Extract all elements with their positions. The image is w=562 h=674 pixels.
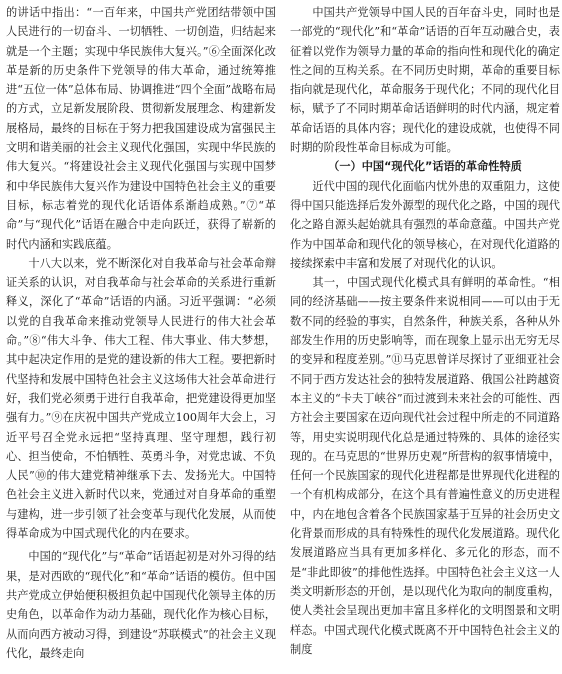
right-paragraph-1: 中国共产党领导中国人民的百年奋斗史，同时也是一部党的“现代化”和“革命”话语的百年互动融合史，表征着以党作为领导力量的革命的指向性和现代化的确定性之间的互构关系。在不同历史时期，革命的重要目标指向就是现代化，革命服务于现代化；不同的现代化目标，赋予了不同时期革命话语鲜明的时代内涵，规定着革命话语的具体内容；现代化的建设成就，也使得不同时期的阶段性革命目标成为可能。: [290, 6, 560, 155]
right-paragraph-3: 其一，中国式现代化模式具有鲜明的革命性。“相同的经济基础——按主要条件来说相同——可以由于无数不同的经验的事实，自然条件，种族关系，各种从外部发生作用的历史影响等，而在现象上显示出无穷无尽的变异和程度差别。”⑪马克思曾详尽探讨了亚细亚社会不同于西方发达社会的独特发展道路、俄国公社跨越资本主义的“卡夫丁峡谷”而过渡到未来社会的可能性、西方社会主要国家在迈向现代社会过程中所走的不同道路等，用史实说明现代化总是通过特殊的、具体的途径实现的。在马克思的“世界历史观”所营构的叙事情境中，任何一个民族国家的现代化进程都是世界现代化进程的一个有机构成部分，在这个具有普遍性意义的历史进程中，内在地包含着各个民族国家基于互异的社会历史文化背景而形成的具有特殊性的现代化发展道路。现代化发展道路应当具有更加多样化、多元化的形态，而不是“非此即彼”的排他性选择。中国特色社会主义这一人类文明新形态的开创，是以现代化为取向的制度重构，使人类社会呈现出更加丰富且多样化的文明图景和文明样态。中国式现代化模式既离不开中国特色社会主义的制度: [290, 276, 560, 656]
section-heading: （一）中国“现代化”话语的革命性特质: [328, 160, 522, 174]
left-paragraph-1: 的讲话中指出：“一百年来，中国共产党团结带领中国人民进行的一切奋斗、一切牺牲、一切创造，归结起来就是一个主题；实现中华民族伟大复兴。”⑥全面深化改革是新的历史条件下党领导的伟大革命，通过统筹推进“五位一体”总体布局、协调推进“四个全面”战略布局的方式，立足新发展阶段、贯彻新发展理念、构建新发展格局，最终的目标在于努力把我国建设成为富强民主文明和谐美丽的社会主义现代化强国，实现中华民族的伟大复兴。“将建设社会主义现代化强国与实现中国梦和中华民族伟大复兴作为建设中国特色社会主义的重要目标，标志着党的现代化话语体系渐趋成熟。”⑦“革命”与“现代化”话语在融合中走向跃迁，获得了崭新的时代内涵和实践底蕴。: [6, 6, 276, 251]
left-column: [6, 3, 276, 663]
left-paragraph-2: 十八大以来，党不断深化对自我革命与社会革命辩证关系的认识，对自我革命与社会革命的关系进行重新释义，深化了“革命”话语的内涵。习近平强调：“必须以党的自我革命来推动党领导人民进行的伟大社会革命。”⑧“伟大斗争、伟大工程、伟大事业、伟大梦想，其中起决定作用的是党的建设新的伟大工程。要把新时代坚持和发展中国特色社会主义这场伟大社会革命进行好，我们党必须勇于进行自我革命，把党建设得更加坚强有力。”⑨在庆祝中国共产党成立100周年大会上，习近平号召全党永远把“坚持真理、坚守理想，践行初心、担当使命，不怕牺牲、英勇斗争，对党忠诚、不负人民”⑩的伟大建党精神继承下去、发扬光大。中国特色社会主义进入新时代以来，党通过对自身革命的重塑与建构，进一步引领了社会变革与现代化发展，从而使得革命成为中国式现代化的内在要求。: [6, 256, 276, 541]
left-paragraph-3: 中国的“现代化”与“革命”话语起初是对外习得的结果，是对西欧的“现代化”和“革命”话语的模仿。但中国共产党成立伊始便积极担负起中国现代化领导主体的历史角色，以革命作为动力基础，现代化作为核心目标，从而向西方被动习得，到建设“苏联模式”的社会主义现代化，最终走向: [6, 550, 276, 660]
right-paragraph-2: 近代中国的现代化面临内忧外患的双重阻力，这使得中国只能选择后发外源型的现代化之路，中国的现代化之路自源头起始就具有强烈的革命意蕴。中国共产党作为中国革命和现代化的领导核心，在对现代化道路的接续探索中丰富和发展了对现代化的认识。: [290, 179, 560, 270]
right-column: [290, 3, 560, 659]
